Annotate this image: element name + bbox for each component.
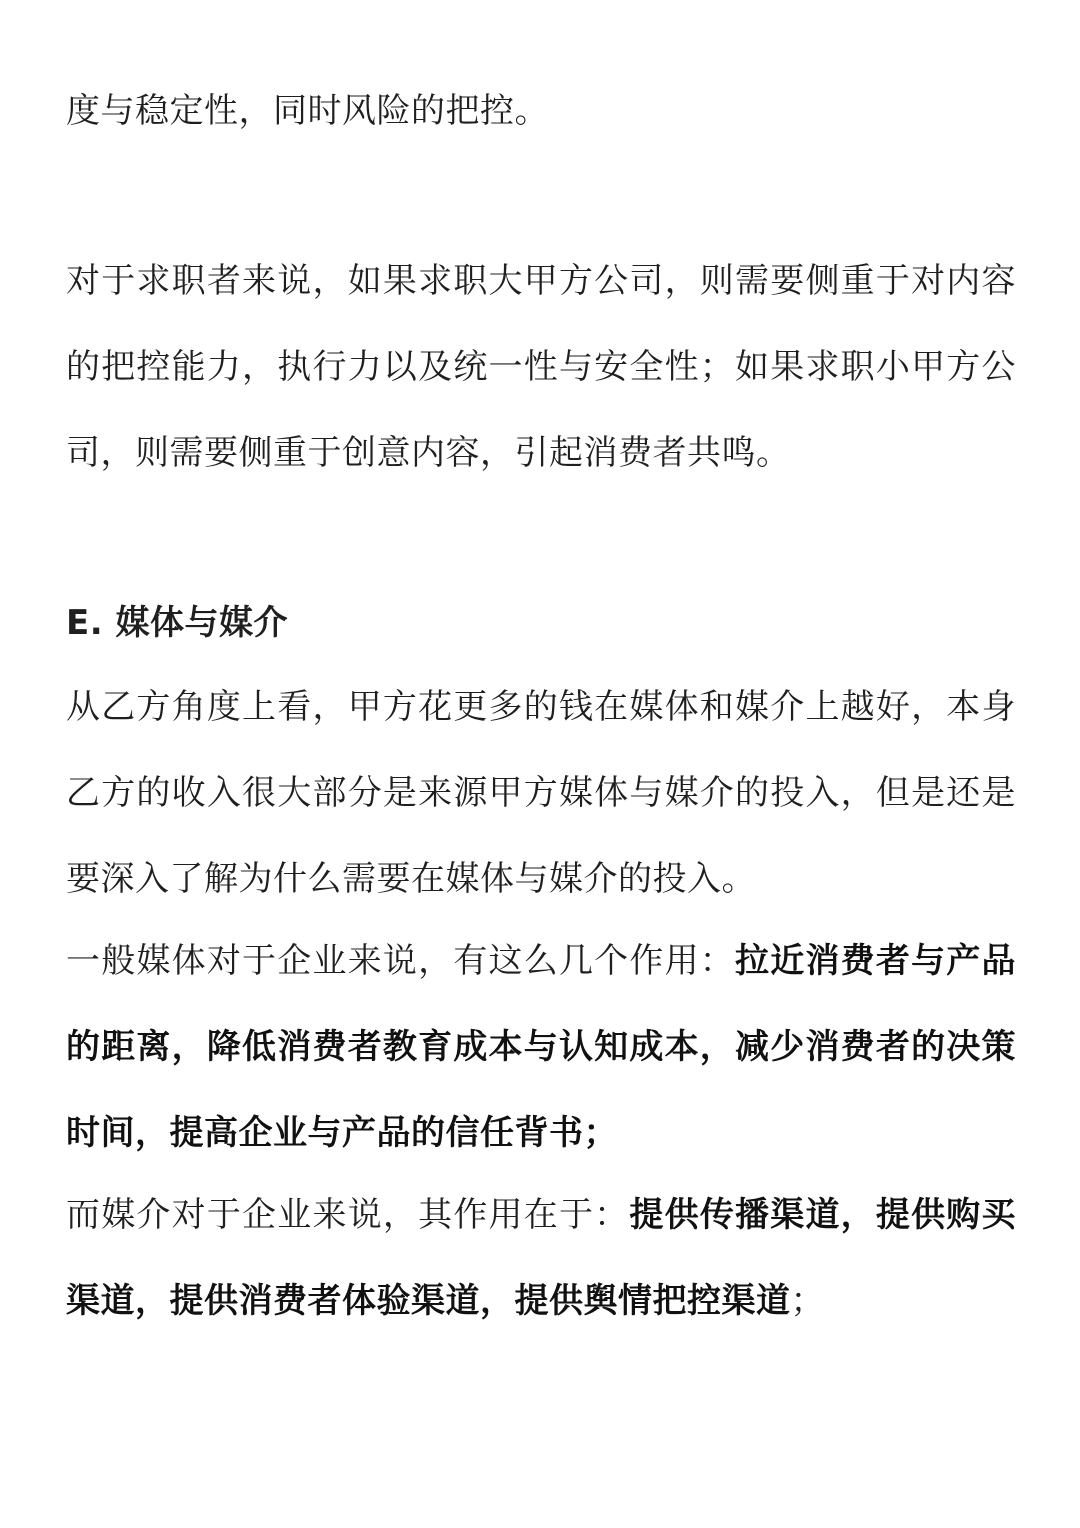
paragraph-channel-roles <box>66 1172 1016 1344</box>
channel-roles-intro: 而媒介对于企业来说，其作用在于： <box>66 1195 630 1235</box>
paragraph-risk-control: 度与稳定性，同时风险的把控。 <box>66 91 549 131</box>
section-heading-media: E. 媒体与媒介 <box>66 603 288 643</box>
channel-roles-end: ； <box>790 1281 825 1321</box>
paragraph-media-roles <box>66 918 1016 1176</box>
paragraph-agency-view: 从乙方角度上看，甲方花更多的钱在媒体和媒介上越好，本身乙方的收入很大部分是来源甲方媒体与媒介的投入，但是还是要深入了解为什么需要在媒体与媒介的投入。 <box>66 687 1016 899</box>
channel-roles-emphasis: 提供传播渠道，提供购买渠道，提供消费者体验渠道，提供舆情把控渠道 <box>66 1195 1017 1321</box>
media-roles-emphasis: 拉近消费者与产品的距离，降低消费者教育成本与认知成本，减少消费者的决策时间，提高企业与产品的信任背书； <box>66 941 1017 1153</box>
media-roles-intro: 一般媒体对于企业来说，有这么几个作用： <box>66 941 736 981</box>
paragraph-job-seekers: 对于求职者来说，如果求职大甲方公司，则需要侧重于对内容的把控能力，执行力以及统一性与安全性；如果求职小甲方公司，则需要侧重于创意内容，引起消费者共鸣。 <box>66 261 1016 473</box>
